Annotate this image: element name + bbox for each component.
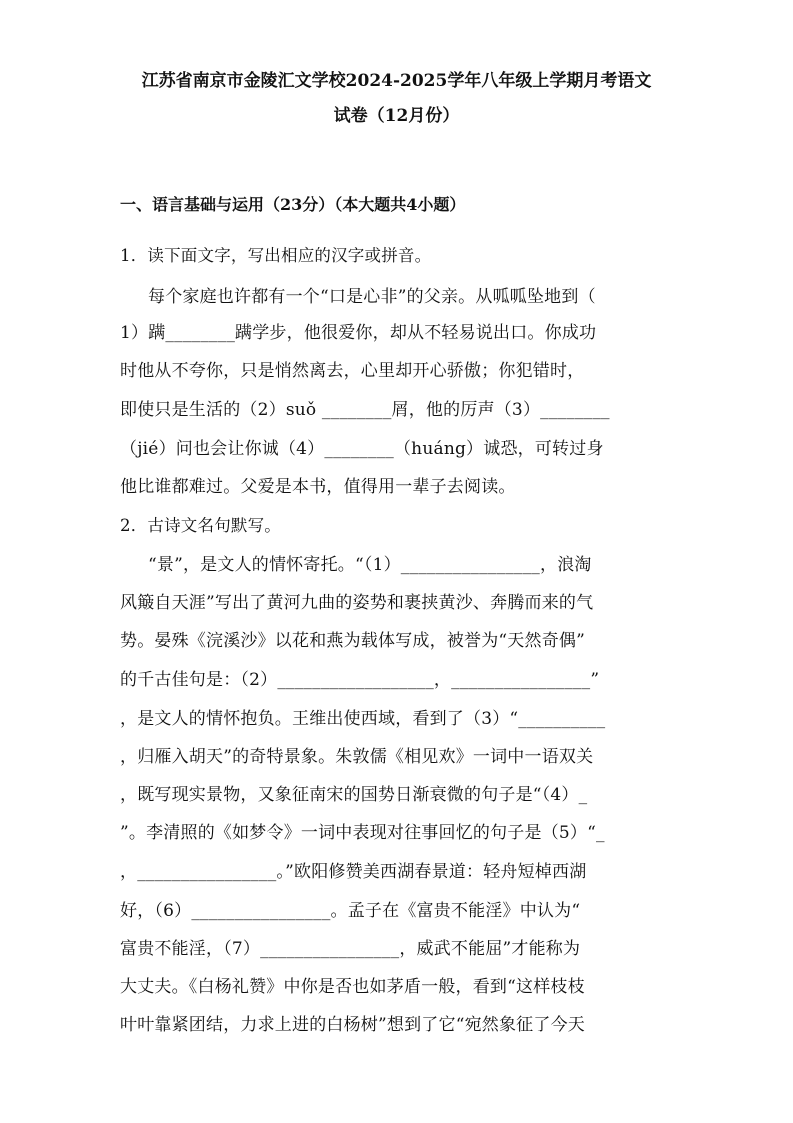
question-1-line: 1）蹒________蹒学步，他很爱你，却从不轻易说出口。你成功 — [120, 323, 597, 343]
question-2-line: ，________________。”欧阳修赞美西湖春景道：轻舟短棹西湖 — [120, 862, 587, 882]
question-2-line: 风簸自天涯”写出了黄河九曲的姿势和裹挟黄沙、奔腾而来的气 — [120, 593, 594, 613]
question-1-heading: 1．读下面文字，写出相应的汉字或拼音。 — [120, 246, 432, 265]
question-2-line: 大丈夫。《白杨礼赞》中你是否也如茅盾一般，看到“这样枝枝 — [120, 977, 585, 997]
question-2-line: ，归雁入胡天”的奇特景象。朱敦儒《相见欢》一词中一语双关 — [120, 747, 594, 767]
question-2-line: ，既写现实景物，又象征南宋的国势日渐衰微的句子是“（4）_ — [120, 785, 588, 805]
question-2-line: 富贵不能淫，（7）________________，威武不能屈”才能称为 — [120, 939, 581, 959]
question-1-line: 即使只是生活的（2）suǒ ________屑，他的厉声（3）________ — [120, 400, 610, 420]
question-2-line: ”。李清照的《如梦令》一词中表现对往事回忆的句子是（5）“_ — [120, 823, 605, 843]
question-1-line: 每个家庭也许都有一个“口是心非”的父亲。从呱呱坠地到（ — [148, 287, 596, 307]
question-2-line: ，是文人的情怀抱负。王维出使西域，看到了（3）“__________ — [120, 709, 606, 729]
question-2-line: “景”，是文人的情怀寄托。“（1）________________，浪淘 — [148, 555, 592, 575]
question-2-line: 好，（6）________________。孟子在《富贵不能淫》中认为“ — [120, 901, 581, 921]
document-title-line-2: 试卷（12月份） — [333, 106, 460, 126]
question-2-heading: 2．古诗文名句默写。 — [120, 516, 281, 535]
question-1-line: （jié）问也会让你诚（4）________（huáng）诚恐，可转过身 — [120, 439, 604, 459]
question-2-line: 的千古佳句是：（2）__________________，________________” — [120, 670, 600, 690]
document-title-line-1: 江苏省南京市金陵汇文学校2024-2025学年八年级上学期月考语文 — [141, 71, 652, 91]
question-2-line: 势。晏殊《浣溪沙》以花和燕为载体写成，被誉为“天然奇偶” — [120, 631, 585, 651]
question-1-line: 时他从不夸你，只是悄然离去，心里却开心骄傲；你犯错时， — [120, 361, 585, 381]
question-2-line: 叶叶靠紧团结，力求上进的白杨树”想到了它“宛然象征了今天 — [120, 1015, 585, 1035]
section-heading: 一、语言基础与运用（23分）（本大题共4小题） — [120, 195, 466, 214]
question-1-line: 他比谁都难过。父爱是本书，值得用一辈子去阅读。 — [120, 477, 516, 497]
